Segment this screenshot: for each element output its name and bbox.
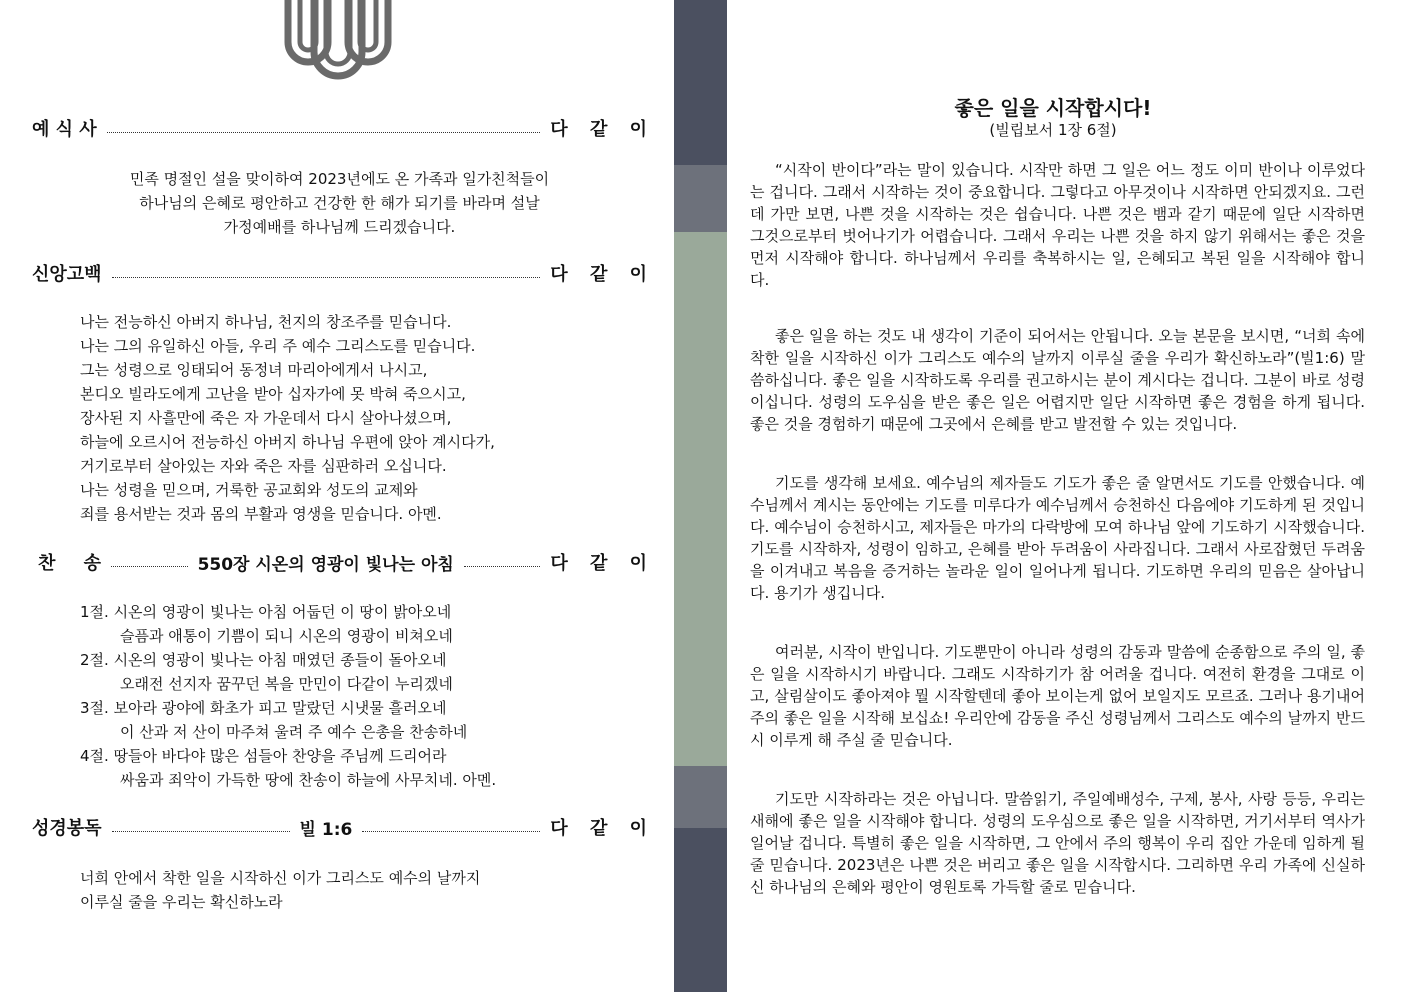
leader-dots	[107, 132, 541, 133]
strip-sage-band	[674, 232, 727, 766]
scripture-label: 성경봉독	[32, 818, 102, 839]
sermon-paragraph: 여러분, 시작이 반입니다. 기도뿐만이 아니라 성령의 감동과 말씀에 순종함으로 주의 일, 좋은 일을 시작하시기 바랍니다. 그래도 시작하기가 참 어려울 겁니다. 여전히 환경을 그대로 이고, 살림살이도 좋아져야 뭘 시작할텐데 좋아 보이는게 없어 보일지도 모르죠. 그러나 용기내어 주의 좋은 일을 시작해 보십쇼! 우리안에 감동을 주신 성령님께서 그리스도 예수의 날까지 반드시 이루게 해 주실 줄 믿습니다.	[750, 643, 1365, 749]
opening-text	[32, 167, 647, 239]
scripture-text	[80, 866, 480, 914]
verse-line: 싸움과 죄악이 가득한 땅에 찬송이 하늘에 사무치네. 아멘.	[120, 771, 497, 789]
hymn-who: 다 같 이	[550, 553, 656, 574]
scripture-header	[32, 812, 655, 842]
scripture-who: 다 같 이	[550, 818, 655, 839]
text-line: 나는 그의 유일하신 아들, 우리 주 예수 그리스도를 믿습니다.	[80, 337, 476, 355]
text-line: 하늘에 오르시어 전능하신 아버지 하나님 우편에 앉아 계시다가,	[80, 433, 495, 451]
text-line: 거기로부터 살아있는 자와 죽은 자를 심판하러 오십니다.	[80, 457, 447, 475]
verse-line: 3절. 보아라 광야에 화초가 피고 말랐던 시냇물 흘러오네	[80, 699, 447, 717]
sermon-paragraph: 좋은 일을 하는 것도 내 생각이 기준이 되어서는 안됩니다. 오늘 본문을 보시면, “너희 속에 착한 일을 시작하신 이가 그리스도 예수의 날까지 이루실 줄을 우리가 확신하노라”(빌1:6) 말씀하십니다. 좋은 일을 시작하도록 우리를 권고하시는 분이 계시다는 겁니다. 그분이 바로 성령이십니다. 성령의 도우심을 받은 좋은 일은 어렵지만 일단 시작하면 좋은 경험을 하게 됩니다. 좋은 것을 경험하기 때문에 그곳에서 은혜를 받고 발전할 수 있는 것입니다.	[750, 327, 1365, 433]
hymn-header	[32, 547, 656, 577]
sermon-paragraph: “시작이 반이다”라는 말이 있습니다. 시작만 하면 그 일은 어느 정도 이미 반이나 이루었다는 겁니다. 그래서 시작하는 것이 중요합니다. 그렇다고 아무것이나 시작하면 안되겠지요. 그런데 가만 보면, 나쁜 것을 시작하는 것은 쉽습니다. 나쁜 것은 뱀과 같기 때문에 일단 시작하면 그것으로부터 벗어나기가 어렵습니다. 그래서 우리는 나쁜 것을 하지 않기 위해서는 좋은 것을 먼저 시작해야 합니다. 하나님께서 우리를 축복하시는 일, 은혜되고 복된 일을 시작해야 합니다.	[750, 161, 1365, 289]
verse-line: 2절. 시온의 영광이 빛나는 아침 매였던 종들이 돌아오네	[80, 651, 447, 669]
opening-who: 다 같 이	[550, 119, 655, 140]
sermon-reference: (빌립보서 1장 6절)	[989, 121, 1117, 139]
creed-who: 다 같 이	[550, 264, 655, 285]
text-line: 하나님의 은혜로 평안하고 건강한 한 해가 되기를 바라며 설날	[139, 194, 540, 212]
leader-dots	[362, 831, 540, 832]
strip-mid-band	[674, 165, 727, 232]
concentric-arch-logo-icon	[282, 0, 394, 84]
hymn-label: 찬 송	[38, 553, 102, 574]
hymn-verses	[80, 600, 496, 792]
text-line: 죄를 용서받는 것과 몸의 부활과 영생을 믿습니다. 아멘.	[80, 505, 442, 523]
strip-dark-band	[674, 828, 727, 992]
creed-header	[32, 258, 655, 288]
leader-dots	[111, 566, 188, 567]
scripture-ref: 빌 1:6	[299, 819, 353, 840]
leader-dots	[464, 566, 541, 567]
sermon-title: 좋은 일을 시작합시다!	[954, 96, 1152, 120]
text-line: 민족 명절인 설을 맞이하여 2023년에도 온 가족과 일가친척들이	[129, 170, 550, 188]
opening-label: 예 식 사	[32, 119, 97, 140]
text-line: 장사된 지 사흘만에 죽은 자 가운데서 다시 살아나셨으며,	[80, 409, 452, 427]
text-line: 본디오 빌라도에게 고난을 받아 십자가에 못 박혀 죽으시고,	[80, 385, 466, 403]
text-line: 그는 성령으로 잉태되어 동정녀 마리아에게서 나시고,	[80, 361, 428, 379]
sermon-page	[728, 0, 1403, 992]
text-line: 나는 성령을 믿으며, 거룩한 공교회와 성도의 교제와	[80, 481, 418, 499]
text-line: 너희 안에서 착한 일을 시작하신 이가 그리스도 예수의 날까지	[80, 869, 481, 887]
creed-label: 신앙고백	[32, 264, 102, 285]
hymn-title: 550장 시온의 영광이 빛나는 아침	[197, 554, 454, 575]
verse-line: 슬픔과 애통이 기쁨이 되니 시온의 영광이 비쳐오네	[120, 627, 453, 645]
verse-line: 이 산과 저 산이 마주쳐 울려 주 예수 은총을 찬송하네	[120, 723, 468, 741]
strip-mid-band	[674, 766, 727, 828]
text-line: 가정예배를 하나님께 드리겠습니다.	[223, 218, 456, 236]
text-line: 이루실 줄을 우리는 확신하노라	[80, 893, 283, 911]
leader-dots	[112, 277, 541, 278]
verse-line: 1절. 시온의 영광이 빛나는 아침 어둡던 이 땅이 밝아오네	[80, 603, 452, 621]
opening-header	[32, 113, 655, 143]
strip-dark-band	[674, 0, 727, 165]
creed-text	[80, 310, 495, 526]
sermon-paragraph: 기도를 생각해 보세요. 예수님의 제자들도 기도가 좋은 줄 알면서도 기도를 안했습니다. 예수님께서 계시는 동안에는 기도를 미루다가 예수님께서 승천하신 다음에야 기도하게 된 것입니다. 예수님이 승천하시고, 제자들은 마가의 다락방에 모여 하나님 앞에 기도하기 시작했습니다. 기도를 시작하자, 성령이 임하고, 은혜를 받아 두려움이 사라집니다. 그래서 사로잡혔던 두려움을 이겨내고 복음을 증거하는 놀라운 일이 일어나게 됩니다. 기도하면 우리의 믿음은 살아납니다. 용기가 생깁니다.	[750, 474, 1365, 602]
leader-dots	[112, 831, 290, 832]
verse-line: 4절. 땅들아 바다야 많은 섬들아 찬양을 주님께 드리어라	[80, 747, 447, 765]
verse-line: 오래전 선지자 꿈꾸던 복을 만민이 다같이 누리겠네	[120, 675, 453, 693]
sermon-paragraph: 기도만 시작하라는 것은 아닙니다. 말씀읽기, 주일예배성수, 구제, 봉사, 사랑 등등, 우리는 새해에 좋은 일을 시작해야 합니다. 성령의 도우심으로 좋은 일을 시작하면, 거기서부터 역사가 일어날 겁니다. 특별히 좋은 일을 시작하면, 그 안에서 주의 행복이 우리 집안 가운데 임하게 될 줄 믿습니다. 2023년은 나쁜 것은 버리고 좋은 일을 시작합시다. 그리하면 우리 가족에 신실하신 하나님의 은혜와 평안이 영원토록 가득할 줄로 믿습니다.	[750, 790, 1365, 896]
text-line: 나는 전능하신 아버지 하나님, 천지의 창조주를 믿습니다.	[80, 313, 452, 331]
center-divider-strip	[674, 0, 727, 992]
worship-order-page	[0, 0, 672, 992]
